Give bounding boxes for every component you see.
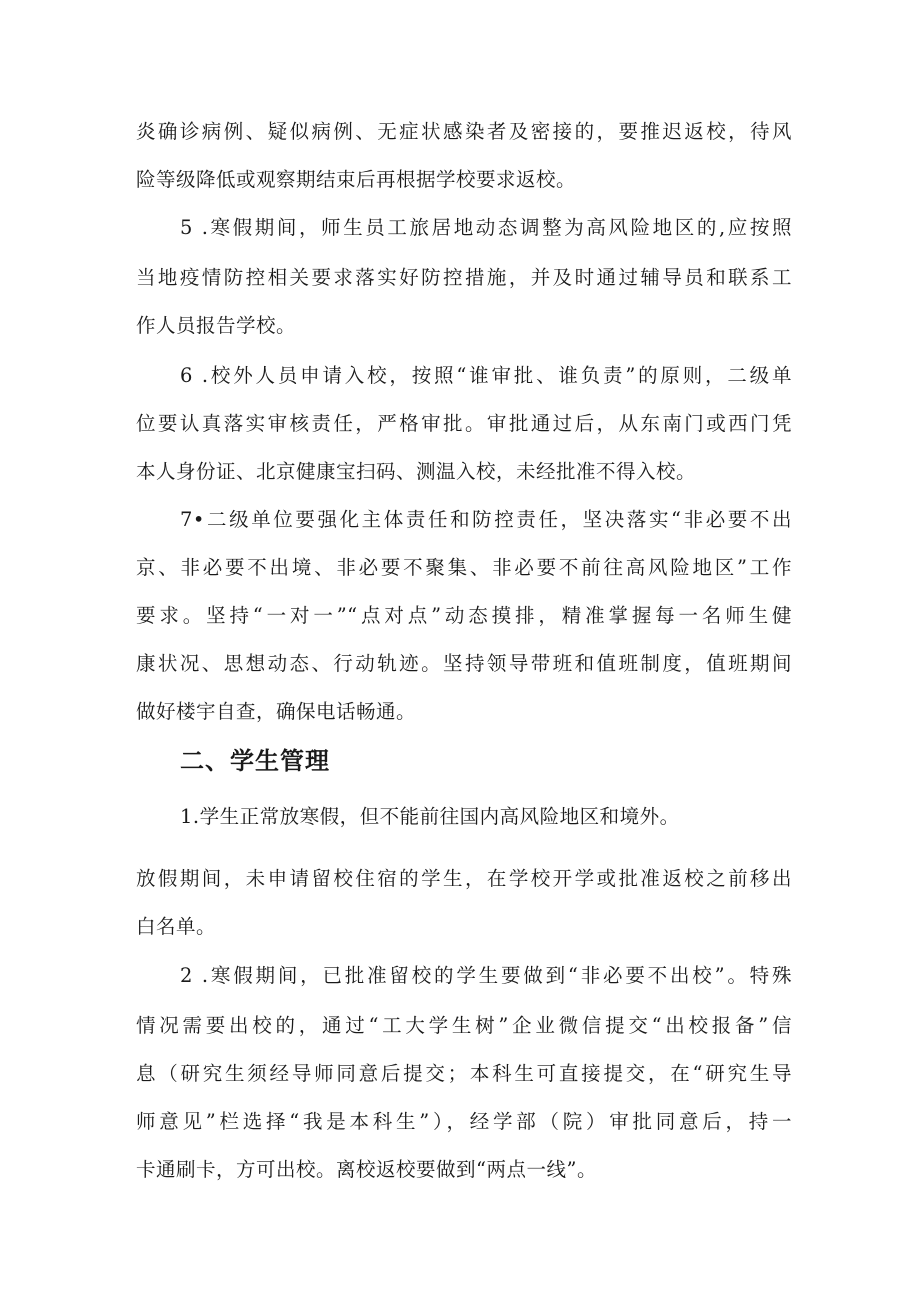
item-5-line: 当地疫情防控相关要求落实好防控措施，并及时通过辅导员和联系工: [136, 266, 792, 289]
item-7-line: 要求。坚持“一对一”“点对点”动态摸排，精准掌握每一名师生健: [136, 604, 792, 627]
student-item-1-line: 白名单。: [136, 915, 217, 938]
item-7-line: 7•二级单位要强化主体责任和防控责任，坚决落实“非必要不出: [180, 508, 792, 531]
student-item-2-line: 师意见”栏选择“我是本科生”），经学部（院）审批同意后，持一: [136, 1110, 792, 1133]
item-5-line: 作人员报告学校。: [136, 314, 297, 337]
student-item-2-line: 息（研究生须经导师同意后提交；本科生可直接提交，在“研究生导: [136, 1062, 792, 1085]
item-6-line: 本人身份证、北京健康宝扫码、测温入校，未经批准不得入校。: [136, 460, 697, 483]
item-7-line: 京、非必要不出境、非必要不聚集、非必要不前往高风险地区”工作: [136, 556, 792, 579]
student-item-2-line: 卡通刷卡，方可出校。离校返校要做到“两点一线”。: [136, 1158, 597, 1181]
student-item-1-line: 放假期间，未申请留校住宿的学生，在学校开学或批准返校之前移出: [136, 867, 792, 890]
paragraph-line: 炎确诊病例、疑似病例、无症状感染者及密接的，要推迟返校，待风: [136, 120, 792, 143]
item-6-line: 位要认真落实审核责任，严格审批。审批通过后，从东南门或西门凭: [136, 412, 792, 435]
item-5-line: 5 .寒假期间，师生员工旅居地动态调整为高风险地区的,应按照: [180, 216, 792, 239]
student-item-2-line: 2 .寒假期间，已批准留校的学生要做到“非必要不出校”。特殊: [180, 964, 792, 987]
item-6-line: 6 .校外人员申请入校，按照“谁审批、谁负责”的原则，二级单: [180, 364, 792, 387]
paragraph-line: 险等级降低或观察期结束后再根据学校要求返校。: [136, 168, 577, 191]
item-7-line: 康状况、思想动态、行动轨迹。坚持领导带班和值班制度，值班期间: [136, 652, 792, 675]
student-item-2-line: 情况需要出校的，通过“工大学生树”企业微信提交“出校报备”信: [136, 1014, 792, 1037]
item-7-line: 做好楼宇自查，确保电话畅通。: [136, 700, 417, 723]
section-heading: 二、学生管理: [180, 747, 330, 775]
student-item-1-line: 1.学生正常放寒假，但不能前往国内高风险地区和境外。: [180, 805, 680, 828]
